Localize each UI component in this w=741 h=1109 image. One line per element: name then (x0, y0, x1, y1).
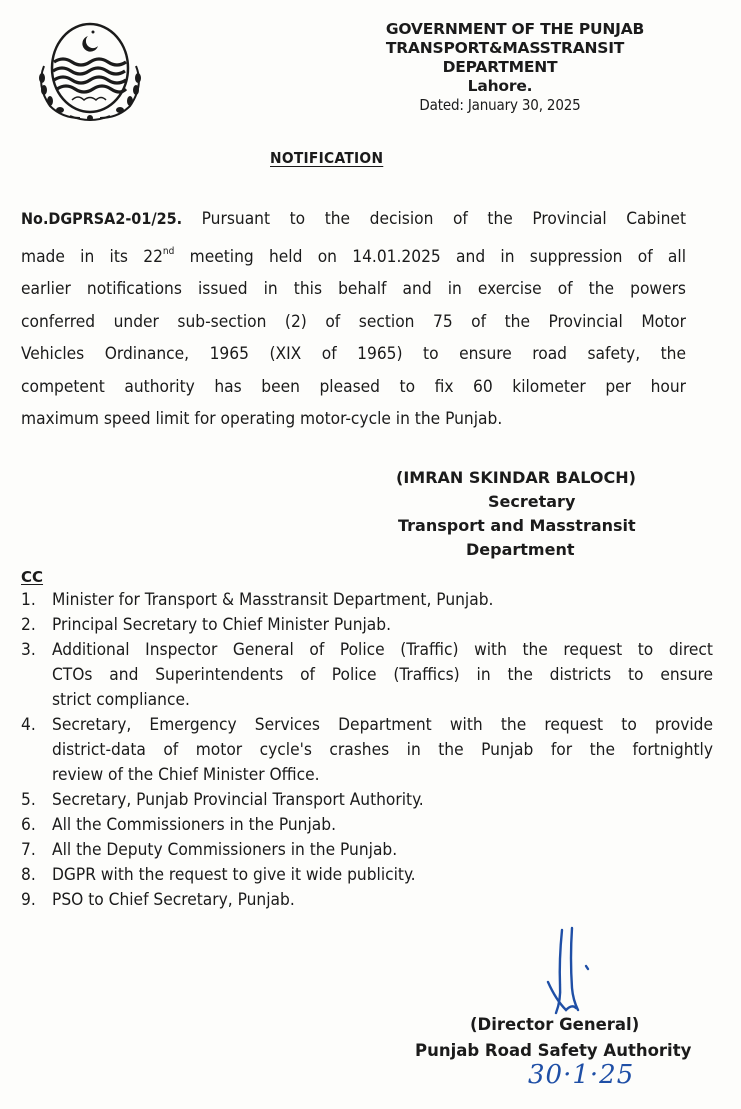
cc-item-line: Secretary, Emergency Services Department with the request to provide (52, 715, 713, 735)
letterhead (360, 20, 670, 115)
body-line-3: earlier notifications issued in this behalf and in exercise of the powers (21, 279, 686, 299)
cc-item-text (52, 638, 721, 713)
cc-item-number: 9. (21, 890, 36, 910)
cc-list-item (21, 588, 721, 613)
reference-number: No.DGPRSA2-01/25. (21, 209, 183, 228)
cc-item-text (52, 863, 721, 888)
cc-item-line: district-data of motor cycle's crashes in the Punjab for the fortnightly (52, 740, 713, 760)
cc-item-line: Secretary, Punjab Provincial Transport Authority. (52, 790, 424, 810)
body-line-6: competent authority has been pleased to fix 60 kilometer per hour (21, 376, 686, 397)
org-name: GOVERNMENT OF THE PUNJAB (385, 20, 645, 38)
cc-item-line: strict compliance. (52, 690, 190, 710)
cc-item-number: 1. (21, 590, 36, 610)
cc-item-text (52, 788, 721, 813)
body-line-2: made in its 22nd meeting held on 14.01.2025 and in suppression of all (21, 245, 686, 267)
notification-body (21, 203, 686, 436)
body-line-7: maximum speed limit for operating motor-cycle in the Punjab. (21, 409, 503, 429)
cc-item-line: All the Commissioners in the Punjab. (52, 815, 336, 835)
cc-item-line: review of the Chief Minister Office. (52, 765, 320, 785)
cc-list-item (21, 838, 721, 863)
cc-item-text (52, 838, 721, 863)
city: Lahore. (467, 77, 533, 95)
notification-title: NOTIFICATION (270, 149, 384, 167)
cc-item-text (52, 588, 721, 613)
cc-item-number: 2. (21, 615, 36, 635)
cc-item-line: CTOs and Superintendents of Police (Traffics) in the districts to ensure (52, 665, 713, 685)
cc-item-line: PSO to Chief Secretary, Punjab. (52, 890, 295, 910)
cc-item-line: Minister for Transport & Masstransit Department, Punjab. (52, 590, 494, 610)
secretary-signatory (380, 466, 690, 562)
body-line-5: Vehicles Ordinance, 1965 (XIX of 1965) to ensure road safety, the (21, 344, 686, 364)
signatory-name: (IMRAN SKINDAR BALOCH) (396, 468, 636, 487)
punjab-government-emblem-icon (30, 18, 150, 128)
handwritten-date: 30·1·25 (528, 1060, 635, 1090)
signatory-designation: Secretary (488, 492, 576, 511)
cc-item-text (52, 613, 721, 638)
ordinal-suffix: nd (162, 245, 175, 257)
cc-item-line: Principal Secretary to Chief Minister Punjab. (52, 615, 391, 635)
cc-item-number: 3. (21, 640, 36, 660)
dated-line: Dated: January 30, 2025 (419, 96, 581, 114)
cc-item-line: DGPR with the request to give it wide publicity. (52, 865, 416, 885)
cc-item-number: 8. (21, 865, 36, 885)
body-line-4: conferred under sub-section (2) of section 75 of the Provincial Motor (21, 311, 686, 332)
cc-list-item (21, 863, 721, 888)
department-name-cont: DEPARTMENT (442, 58, 558, 76)
cc-item-number: 7. (21, 840, 36, 860)
cc-item-number: 4. (21, 715, 36, 735)
department-name: TRANSPORT&MASSTRANSIT (385, 39, 625, 57)
signoff-authority: Punjab Road Safety Authority (415, 1041, 692, 1060)
director-general-signoff (415, 1012, 735, 1064)
signatory-department: Transport and Masstransit (398, 516, 636, 535)
cc-list-item (21, 613, 721, 638)
cc-item-number: 5. (21, 790, 36, 810)
cc-list-item (21, 713, 721, 788)
cc-item-line: Additional Inspector General of Police (Traffic) with the request to direct (52, 640, 713, 660)
cc-list-item (21, 813, 721, 838)
body-line-1: No.DGPRSA2-01/25. Pursuant to the decision of the Provincial Cabinet (21, 209, 686, 229)
cc-heading: CC (21, 568, 44, 586)
signoff-designation: (Director General) (470, 1015, 640, 1034)
cc-item-text (52, 813, 721, 838)
cc-item-text (52, 888, 721, 913)
cc-item-text (52, 713, 721, 788)
handwritten-signature-icon (540, 922, 630, 1022)
signatory-department-cont: Department (466, 540, 575, 559)
cc-item-line: All the Deputy Commissioners in the Punjab. (52, 840, 398, 860)
cc-item-number: 6. (21, 815, 36, 835)
cc-list-item (21, 788, 721, 813)
cc-list-item (21, 888, 721, 913)
cc-list (21, 588, 721, 913)
cc-list-item (21, 638, 721, 713)
